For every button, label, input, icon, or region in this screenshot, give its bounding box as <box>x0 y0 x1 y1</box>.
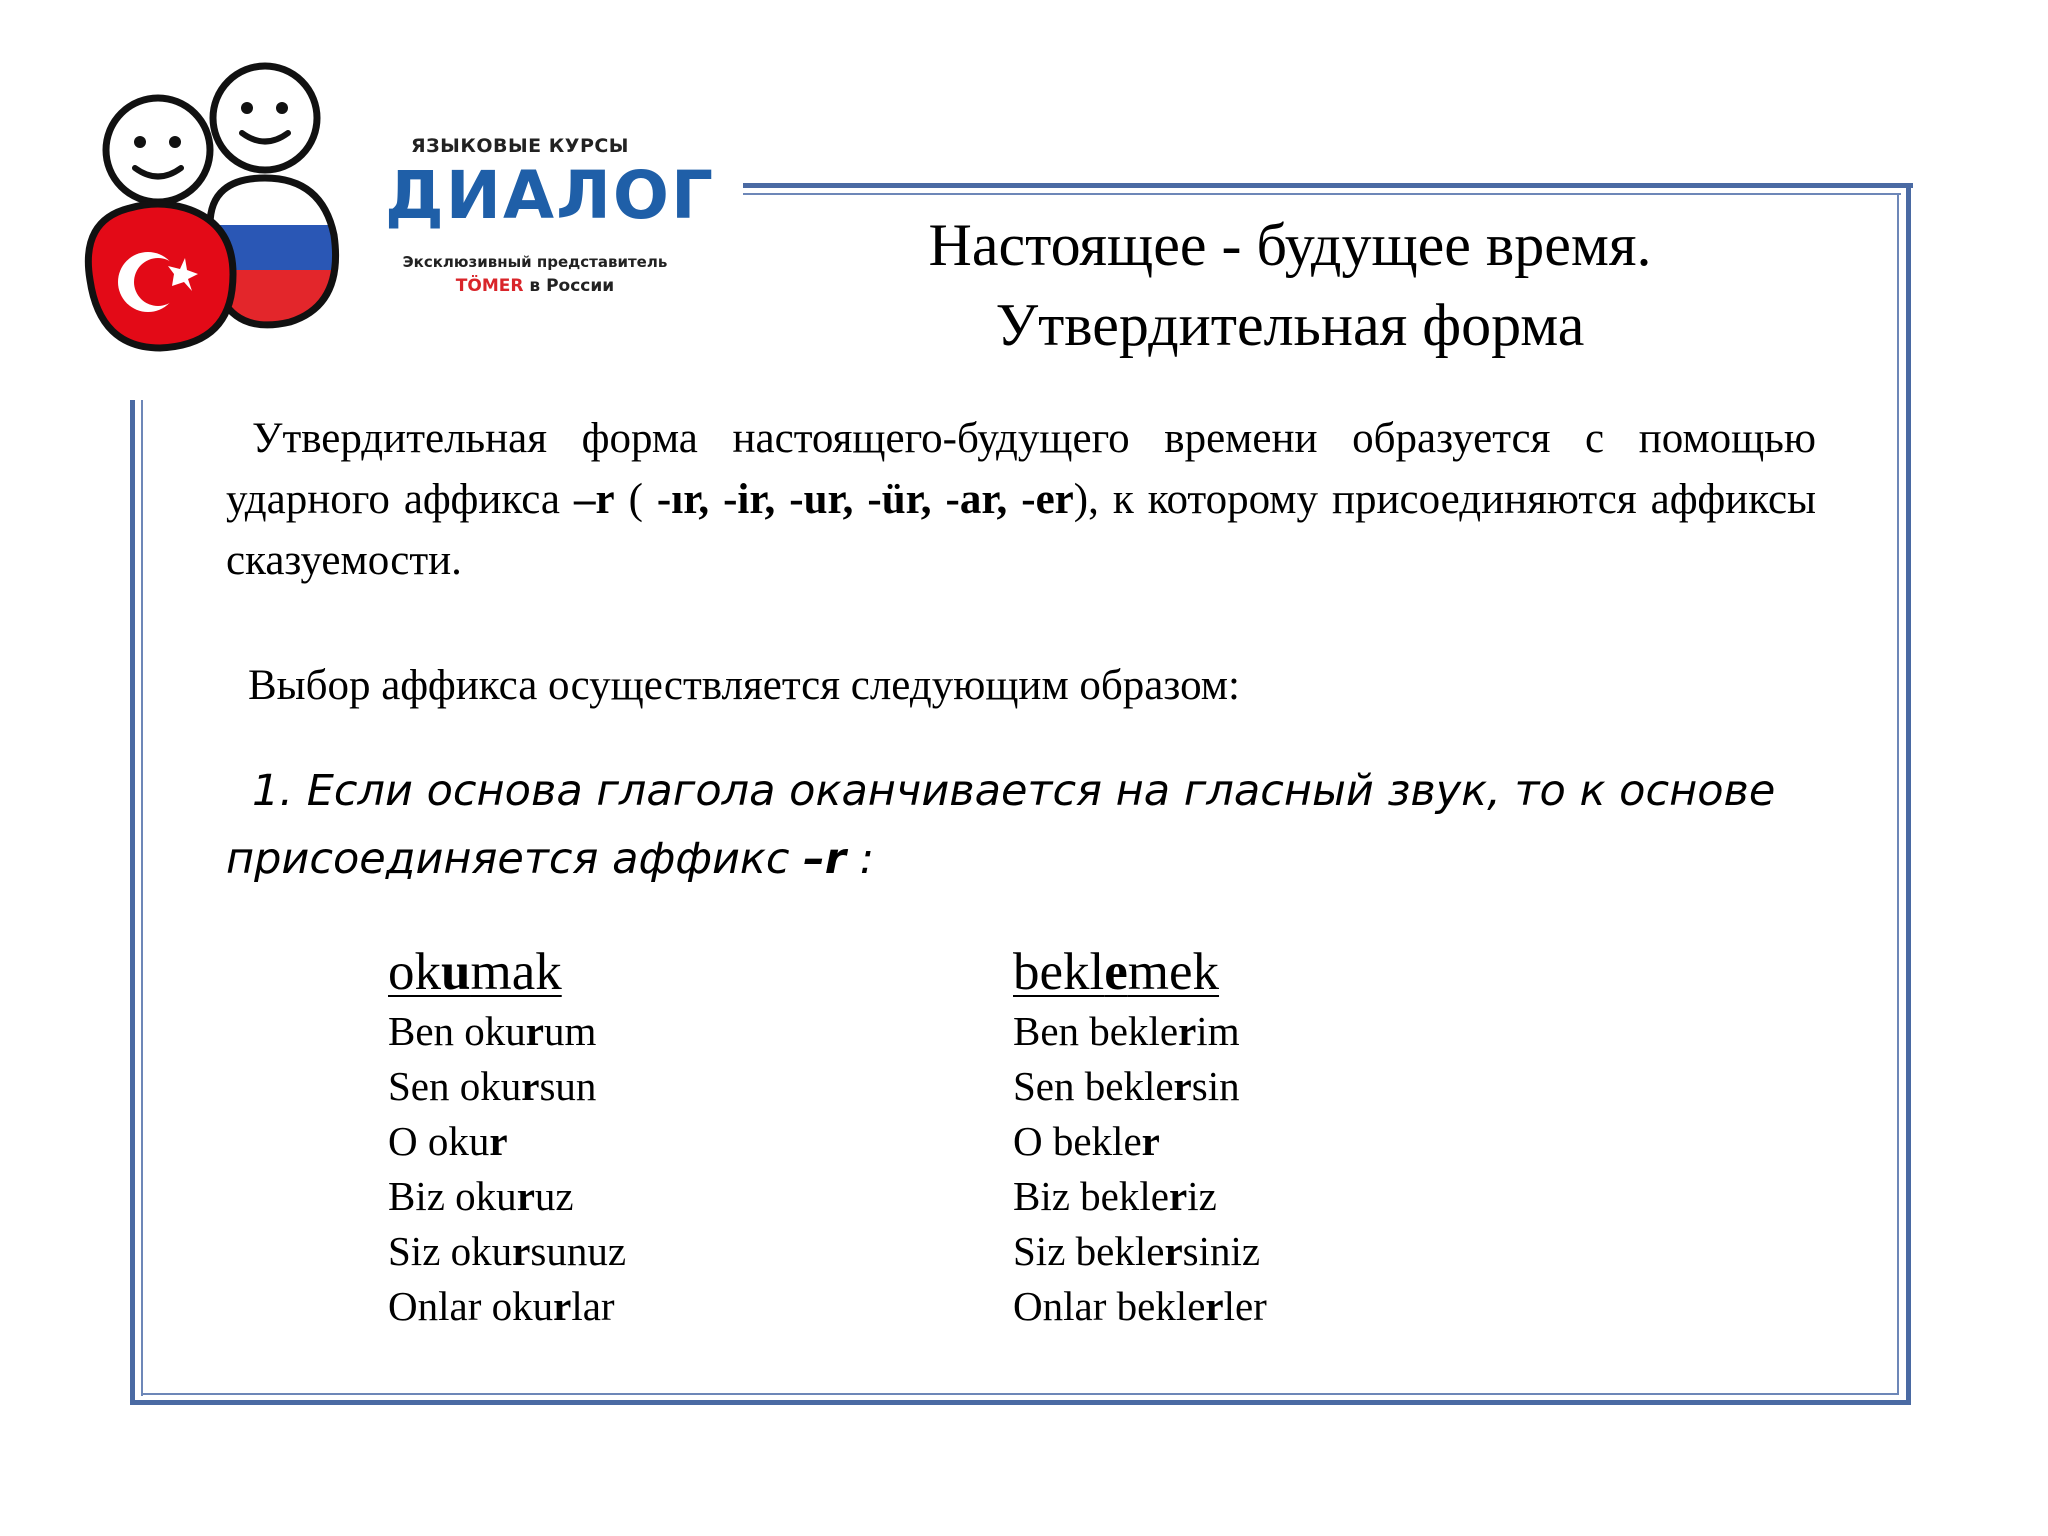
frame-right-inner-border <box>1897 193 1899 1395</box>
verb-form: Sen beklersin <box>1013 1063 1240 1109</box>
verb-infinitive: beklemek <box>1013 943 1220 1001</box>
rule-1-end: : <box>845 834 875 884</box>
title-line-2: Утвердительная форма <box>995 292 1585 358</box>
verb-form: Biz okuruz <box>388 1173 574 1219</box>
verb-form: Ben okurum <box>388 1008 597 1054</box>
verb-form: O okur <box>388 1118 508 1164</box>
verb-form: Biz bekleriz <box>1013 1173 1217 1219</box>
brand-subtitle: ЯЗЫКОВЫЕ КУРСЫ <box>411 135 629 157</box>
brand-partner <box>385 276 685 296</box>
frame-right-border <box>1906 183 1911 1405</box>
slide-title <box>810 205 1770 365</box>
frame-left-inner-border <box>141 400 143 1396</box>
verb-form: Siz beklersiniz <box>1013 1228 1261 1274</box>
affix-r: –r <box>573 476 615 523</box>
explanation-paren: ( <box>614 476 657 523</box>
frame-left-border <box>130 400 135 1405</box>
verb-form: Onlar beklerler <box>1013 1283 1267 1329</box>
rule-1 <box>226 757 1786 893</box>
frame-bottom-border <box>130 1400 1911 1405</box>
title-line-1: Настоящее - будущее время. <box>928 212 1652 278</box>
partner-name: TÖMER <box>455 276 524 296</box>
frame-top-border <box>743 183 1913 188</box>
explanation-paragraph <box>226 408 1816 591</box>
verb-form: O bekler <box>1013 1118 1160 1164</box>
conjugation-column <box>1013 940 1267 1334</box>
brand-name: ДИАЛОГ <box>385 157 716 234</box>
affix-variants: -ır, -ir, -ur, -ür, -ar, -er <box>656 476 1074 523</box>
conjugation-column <box>388 940 626 1334</box>
explanation-text-start: Утвердительная форма настоящего-будущего времени образуется с помощью ударного аффикса <box>226 415 1816 523</box>
rule-1-affix: –r <box>803 834 846 884</box>
logo-characters-icon <box>60 50 360 360</box>
verb-form: Ben beklerim <box>1013 1008 1240 1054</box>
frame-top-inner-border <box>743 193 1901 195</box>
verb-form: Onlar okurlar <box>388 1283 615 1329</box>
verb-form: Siz okursunuz <box>388 1228 627 1274</box>
verb-form: Sen okursun <box>388 1063 597 1109</box>
verb-infinitive: okumak <box>388 943 562 1001</box>
brand-tagline: Эксклюзивный представитель <box>402 253 668 271</box>
choice-paragraph: Выбор аффикса осуществляется следующим образом: <box>248 662 1240 709</box>
explanation-text-end: ), к которому присоединяются аффиксы сказуемости. <box>226 476 1816 584</box>
partner-suffix: в России <box>529 276 615 296</box>
rule-1-text: 1. Если основа глагола оканчивается на гласный звук, то к основе присоединяется аффикс <box>226 766 1776 884</box>
frame-bottom-inner-border <box>141 1393 1899 1395</box>
brand-logo <box>385 135 716 305</box>
